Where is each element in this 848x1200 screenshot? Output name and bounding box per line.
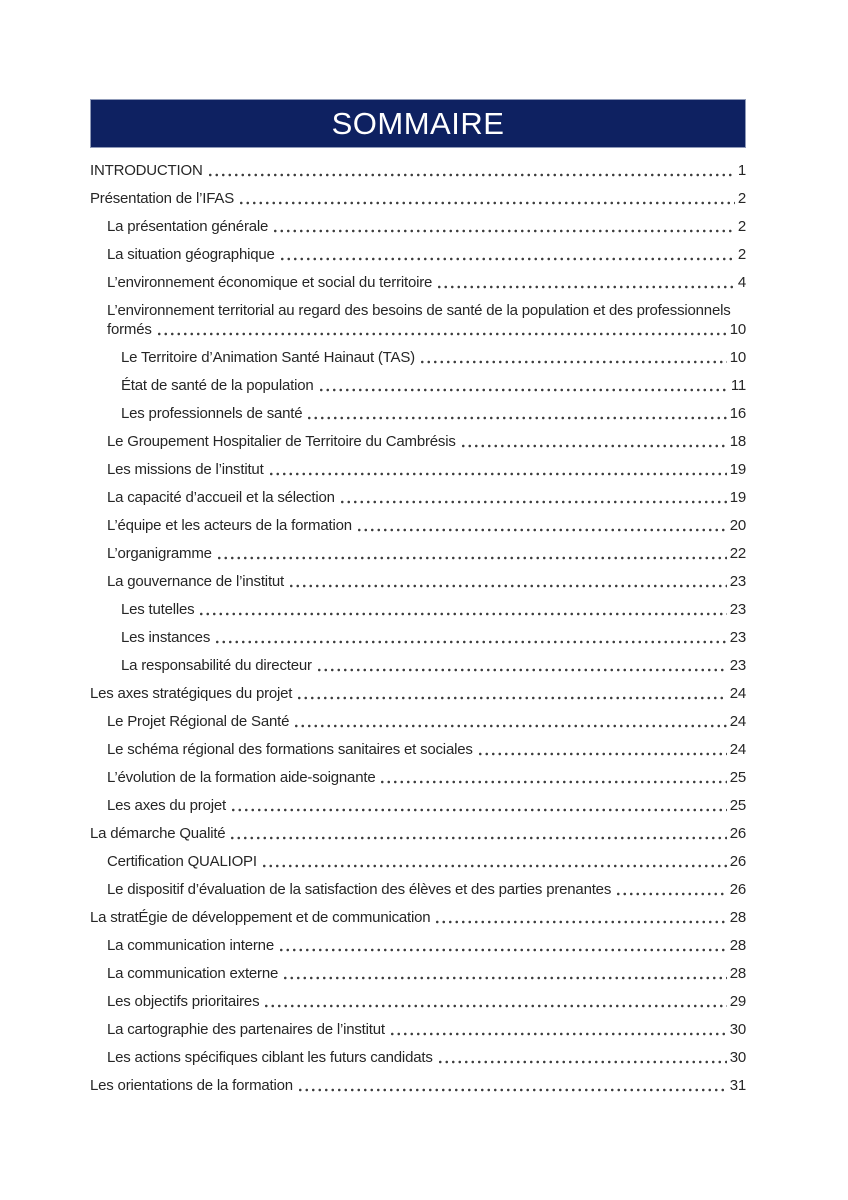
toc-entry[interactable] <box>90 768 746 787</box>
toc-page-number: 30 <box>729 1021 746 1038</box>
toc-page-number: 28 <box>729 909 746 926</box>
toc-entry-label: Le dispositif d’évaluation de la satisfaction des élèves et des parties prenantes <box>107 881 612 898</box>
toc-entry-label: Les tutelles <box>121 601 195 618</box>
toc-entry[interactable] <box>90 217 746 236</box>
toc-entry-line <box>90 908 746 927</box>
toc-entry[interactable] <box>90 824 746 843</box>
toc-entry-line <box>107 273 746 292</box>
toc-leader-dots <box>436 285 735 289</box>
toc-entry-label: L’équipe et les acteurs de la formation <box>107 517 352 534</box>
toc-leader-dots <box>389 1032 727 1036</box>
toc-entry-line <box>107 432 746 451</box>
toc-leader-dots <box>460 444 727 448</box>
toc-page-number: 20 <box>729 517 746 534</box>
toc-entry[interactable] <box>90 161 746 180</box>
toc-entry-line <box>90 161 746 180</box>
toc-entry-label: La capacité d’accueil et la sélection <box>107 489 335 506</box>
toc-entry[interactable] <box>90 460 746 479</box>
toc-page-number: 24 <box>729 685 746 702</box>
toc-leader-dots <box>238 201 735 205</box>
toc-entry[interactable] <box>90 992 746 1011</box>
toc-entry-label: Les actions spécifiques ciblant les futurs candidats <box>107 1049 433 1066</box>
toc-entry-line <box>107 217 746 236</box>
toc-entry-line <box>107 488 746 507</box>
toc-entry-label: INTRODUCTION <box>90 162 203 179</box>
toc-leader-dots <box>306 416 726 420</box>
toc-entry-label: Le schéma régional des formations sanitaires et sociales <box>107 741 473 758</box>
toc-page-number: 26 <box>729 853 746 870</box>
toc-entry-line <box>107 245 746 264</box>
toc-entry-label: État de santé de la population <box>121 377 314 394</box>
toc-entry[interactable] <box>90 488 746 507</box>
toc-leader-dots <box>419 360 727 364</box>
toc-page-number: 29 <box>729 993 746 1010</box>
toc-entry[interactable] <box>90 600 746 619</box>
toc-leader-dots <box>316 668 727 672</box>
toc-entry-label: Les professionnels de santé <box>121 405 303 422</box>
toc-leader-dots <box>379 780 726 784</box>
toc-page-number: 22 <box>729 545 746 562</box>
toc-entry[interactable] <box>90 684 746 703</box>
toc-entry-line <box>107 964 746 983</box>
toc-page-number: 25 <box>729 769 746 786</box>
toc-entry[interactable] <box>90 516 746 535</box>
toc-entry-label: L’environnement économique et social du territoire <box>107 274 433 291</box>
toc-entry-line <box>107 516 746 535</box>
toc-list <box>90 161 746 1104</box>
toc-entry-label: Le Projet Régional de Santé <box>107 713 290 730</box>
toc-leader-dots <box>288 584 727 588</box>
toc-entry[interactable] <box>90 376 746 395</box>
toc-page-number: 23 <box>729 573 746 590</box>
toc-entry-line <box>107 460 746 479</box>
toc-page-number: 23 <box>729 601 746 618</box>
toc-entry-label: La démarche Qualité <box>90 825 226 842</box>
toc-leader-dots <box>615 892 727 896</box>
toc-entry[interactable] <box>90 572 746 591</box>
toc-page-number: 2 <box>737 218 746 235</box>
toc-page-number: 23 <box>729 657 746 674</box>
toc-page-number: 19 <box>729 461 746 478</box>
toc-entry-label: L’évolution de la formation aide-soignante <box>107 769 376 786</box>
toc-page-number: 26 <box>729 825 746 842</box>
toc-entry-line <box>121 628 746 647</box>
toc-entry[interactable] <box>90 245 746 264</box>
toc-title-bar <box>90 99 746 148</box>
toc-page-number: 24 <box>729 713 746 730</box>
toc-entry-line <box>107 544 746 563</box>
toc-page-number: 26 <box>729 881 746 898</box>
toc-entry[interactable] <box>90 273 746 292</box>
toc-entry-label: Le Groupement Hospitalier de Territoire du Cambrésis <box>107 433 456 450</box>
toc-entry[interactable] <box>90 1048 746 1067</box>
toc-entry[interactable] <box>90 880 746 899</box>
toc-page-number: 28 <box>729 937 746 954</box>
toc-entry[interactable] <box>90 404 746 423</box>
toc-leader-dots <box>263 1004 726 1008</box>
toc-leader-dots <box>278 948 727 952</box>
toc-page-number: 18 <box>729 433 746 450</box>
toc-page-number: 10 <box>729 349 746 366</box>
toc-entry-label: Le Territoire d’Animation Santé Hainaut (TAS) <box>121 349 415 366</box>
toc-entry[interactable] <box>90 908 746 927</box>
toc-leader-dots <box>198 612 726 616</box>
toc-entry-label: L’organigramme <box>107 545 212 562</box>
toc-leader-dots <box>318 388 728 392</box>
toc-leader-dots <box>230 808 727 812</box>
toc-page-number: 24 <box>729 741 746 758</box>
toc-entry-label: La gouvernance de l’institut <box>107 573 285 590</box>
toc-page-number: 25 <box>729 797 746 814</box>
toc-entry[interactable] <box>90 301 746 339</box>
toc-leader-dots <box>437 1060 727 1064</box>
toc-leader-dots <box>282 976 727 980</box>
toc-entry-line <box>107 852 746 871</box>
toc-entry-line <box>107 880 746 899</box>
toc-entry-line <box>90 684 746 703</box>
toc-entry[interactable] <box>90 1020 746 1039</box>
toc-leader-dots <box>261 864 727 868</box>
toc-entry[interactable] <box>90 964 746 983</box>
toc-page-number: 1 <box>737 162 746 179</box>
toc-entry-line <box>107 796 746 815</box>
toc-entry-label: Les instances <box>121 629 211 646</box>
toc-entry-label: Les missions de l’institut <box>107 461 264 478</box>
toc-entry[interactable] <box>90 740 746 759</box>
toc-leader-dots <box>297 1088 727 1092</box>
toc-entry-label: Présentation de l’IFAS <box>90 190 235 207</box>
toc-leader-dots <box>434 920 726 924</box>
toc-entry-line <box>121 404 746 423</box>
toc-entry-line <box>90 189 746 208</box>
toc-page-number: 19 <box>729 489 746 506</box>
toc-entry-line <box>107 712 746 731</box>
toc-leader-dots <box>296 696 726 700</box>
toc-entry[interactable] <box>90 348 746 367</box>
toc-entry[interactable] <box>90 712 746 731</box>
toc-entry-line <box>107 1048 746 1067</box>
toc-entry-line <box>121 348 746 367</box>
toc-entry-label-line1: L’environnement territorial au regard des besoins de santé de la population et des professionnels <box>107 302 731 319</box>
toc-page-number: 23 <box>729 629 746 646</box>
toc-entry-label: Certification QUALIOPI <box>107 853 257 870</box>
toc-page-number: 30 <box>729 1049 746 1066</box>
toc-entry-label: La communication externe <box>107 965 279 982</box>
toc-leader-dots <box>477 752 727 756</box>
toc-leader-dots <box>293 724 726 728</box>
toc-entry-label: Les axes du projet <box>107 797 226 814</box>
toc-leader-dots <box>216 556 727 560</box>
toc-leader-dots <box>268 472 727 476</box>
toc-entry[interactable] <box>90 656 746 675</box>
toc-page-number: 16 <box>729 405 746 422</box>
toc-entry-line <box>107 572 746 591</box>
toc-entry-label: Les orientations de la formation <box>90 1077 293 1094</box>
toc-page-number: 2 <box>737 246 746 263</box>
toc-entry[interactable] <box>90 796 746 815</box>
toc-page-number: 10 <box>729 321 746 338</box>
toc-entry-label: La situation géographique <box>107 246 275 263</box>
toc-entry-line <box>90 1076 746 1095</box>
toc-page-number: 31 <box>729 1077 746 1094</box>
toc-entry-label: La présentation générale <box>107 218 269 235</box>
toc-leader-dots <box>207 173 735 177</box>
toc-page-number: 11 <box>730 377 746 394</box>
toc-entry-line <box>107 1020 746 1039</box>
toc-entry-line <box>121 600 746 619</box>
toc-leader-dots <box>214 640 727 644</box>
toc-entry[interactable] <box>90 852 746 871</box>
toc-entry-line <box>107 936 746 955</box>
toc-page-number: 4 <box>737 274 746 291</box>
toc-leader-dots <box>229 836 726 840</box>
toc-entry-line <box>121 376 746 395</box>
toc-entry-line <box>107 740 746 759</box>
toc-entry-label: La responsabilité du directeur <box>121 657 312 674</box>
toc-entry-label: La communication interne <box>107 937 274 954</box>
toc-entry[interactable] <box>90 189 746 208</box>
toc-entry-label: Les objectifs prioritaires <box>107 993 260 1010</box>
toc-leader-dots <box>339 500 727 504</box>
toc-entry-line <box>107 320 746 339</box>
toc-leader-dots <box>272 229 735 233</box>
toc-leader-dots <box>356 528 727 532</box>
toc-leader-dots <box>279 257 735 261</box>
toc-entry-label: La stratÉgie de développement et de communication <box>90 909 431 926</box>
toc-entry-line <box>107 768 746 787</box>
toc-entry[interactable] <box>90 628 746 647</box>
page-title: SOMMAIRE <box>331 106 505 141</box>
toc-entry-label: formés <box>107 321 152 338</box>
toc-entry[interactable] <box>90 544 746 563</box>
toc-entry-label: La cartographie des partenaires de l’institut <box>107 1021 385 1038</box>
toc-entry-line <box>107 992 746 1011</box>
toc-entry[interactable] <box>90 1076 746 1095</box>
toc-entry[interactable] <box>90 936 746 955</box>
toc-leader-dots <box>156 332 727 336</box>
toc-page-number: 28 <box>729 965 746 982</box>
toc-entry-line <box>90 824 746 843</box>
toc-entry-label: Les axes stratégiques du projet <box>90 685 293 702</box>
toc-page-number: 2 <box>737 190 746 207</box>
toc-entry-line <box>121 656 746 675</box>
toc-entry[interactable] <box>90 432 746 451</box>
